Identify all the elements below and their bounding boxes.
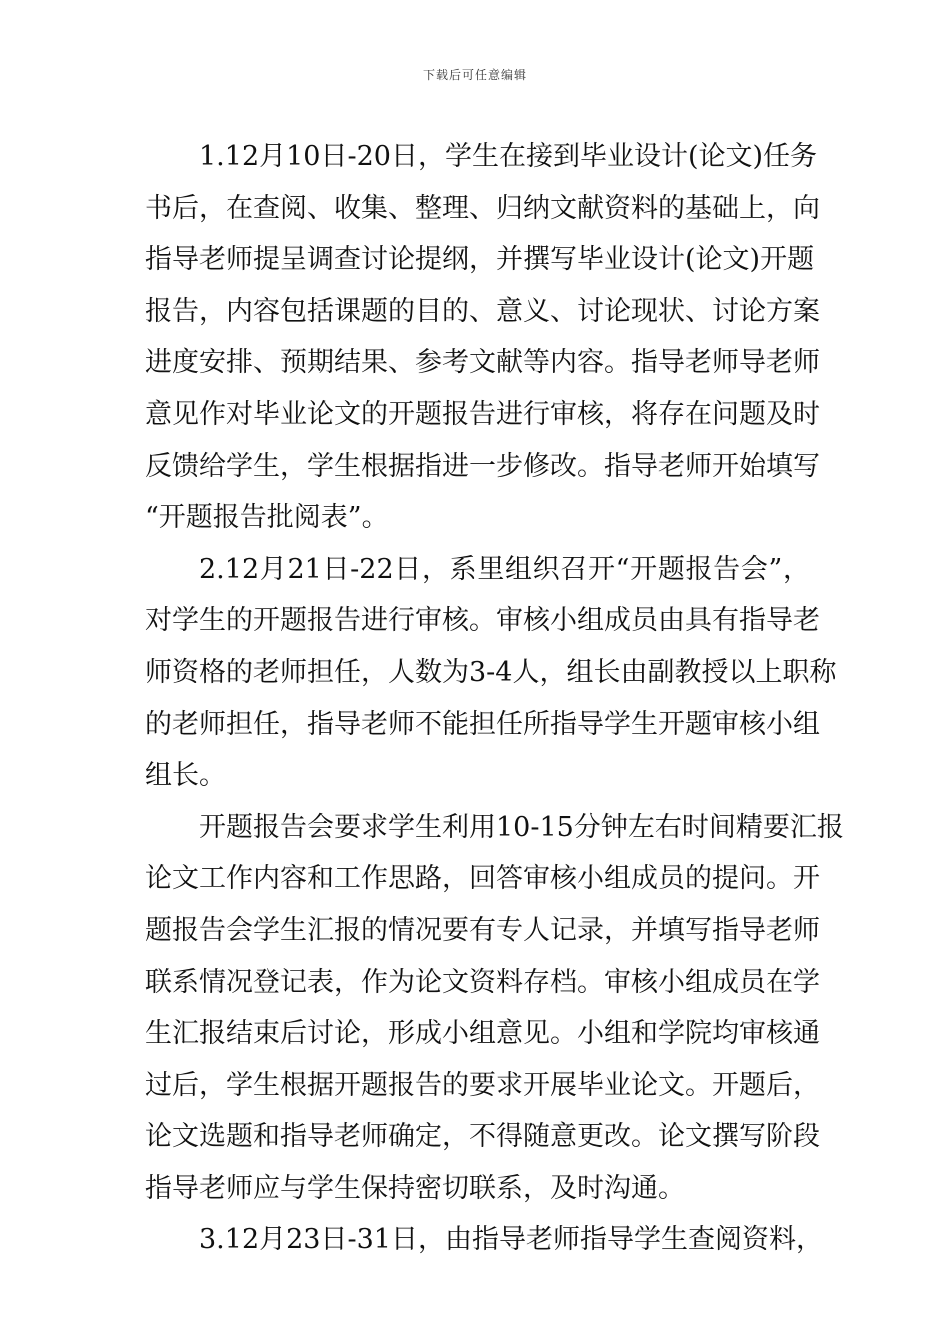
- text-line: 过后，学生根据开题报告的要求开展毕业论文。开题后，: [145, 1069, 820, 1101]
- paragraph-1: [145, 131, 820, 544]
- text-line: 开题报告会要求学生利用10-15分钟左右时间精要汇报: [199, 811, 844, 843]
- text-line: 题报告会学生汇报的情况要有专人记录，并填写指导老师: [145, 914, 820, 946]
- text-line: 3.12月23日-31日，由指导老师指导学生查阅资料，: [199, 1224, 823, 1256]
- text-line: 生汇报结束后讨论，形成小组意见。小组和学院均审核通: [145, 1018, 820, 1050]
- text-line: 指导老师应与学生保持密切联系，及时沟通。: [145, 1172, 685, 1204]
- page-header: 下载后可任意编辑: [422, 68, 527, 82]
- text-line: “开题报告批阅表”。: [145, 502, 389, 534]
- paragraph-4: [145, 1214, 823, 1266]
- text-line: 指导老师提呈调查讨论提纲，并撰写毕业设计(论文)开题: [145, 244, 815, 276]
- text-line: 的老师担任，指导老师不能担任所指导学生开题审核小组: [145, 708, 820, 740]
- text-line: 论文工作内容和工作思路，回答审核小组成员的提问。开: [145, 863, 820, 895]
- text-line: 进度安排、预期结果、参考文献等内容。指导老师导老师: [145, 347, 820, 379]
- paragraph-2: [145, 544, 837, 802]
- text-line: 报告，内容包括课题的目的、意义、讨论现状、讨论方案: [145, 295, 820, 327]
- document-body: [145, 131, 844, 1266]
- text-line: 组长。: [145, 760, 226, 792]
- text-line: 联系情况登记表，作为论文资料存档。审核小组成员在学: [145, 966, 820, 998]
- text-line: 反馈给学生，学生根据指进一步修改。指导老师开始填写: [145, 450, 820, 482]
- paragraph-3: [145, 802, 844, 1215]
- text-line: 书后，在查阅、收集、整理、归纳文献资料的基础上，向: [145, 192, 820, 224]
- text-line: 1.12月10日-20日，学生在接到毕业设计(论文)任务: [199, 141, 818, 172]
- text-line: 论文选题和指导老师确定，不得随意更改。论文撰写阶段: [145, 1121, 820, 1153]
- text-line: 对学生的开题报告进行审核。审核小组成员由具有指导老: [145, 605, 820, 637]
- text-line: 师资格的老师担任，人数为3-4人，组长由副教授以上职称: [145, 656, 837, 688]
- text-line: 2.12月21日-22日，系里组织召开“开题报告会”，: [199, 553, 810, 585]
- text-line: 意见作对毕业论文的开题报告进行审核，将存在问题及时: [145, 398, 820, 430]
